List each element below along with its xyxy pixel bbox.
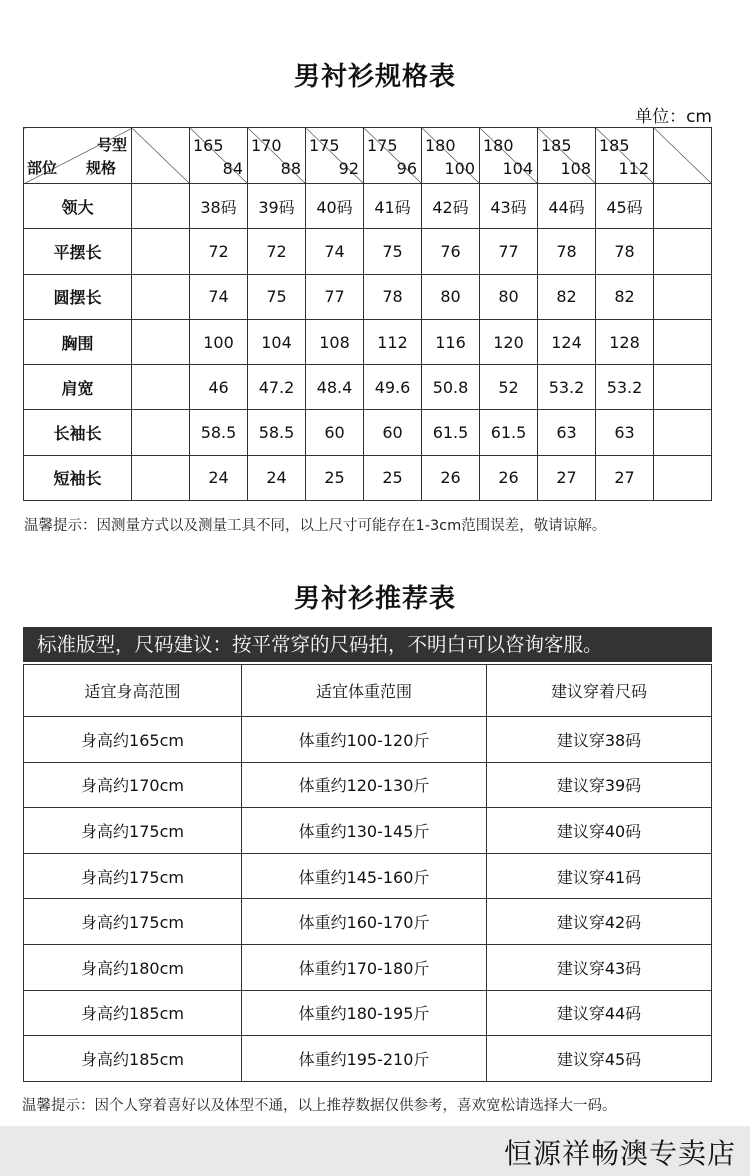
weight-cell: 体重约130-145斤 [242,808,487,854]
spec-value-cell: 49.6 [364,365,422,410]
recommend-body [24,717,712,1082]
recommend-row [24,762,712,808]
spec-value-cell: 26 [480,455,538,500]
recommend-header-row [24,665,712,717]
recommend-banner: 标准版型，尺码建议：按平常穿的尺码拍，不明白可以咨询客服。 [23,627,712,662]
recommend-row [24,944,712,990]
size-height: 180 [483,136,514,155]
height-cell: 身高约165cm [24,717,242,763]
size-chest: 108 [560,159,591,178]
spec-empty-cell [132,365,190,410]
size-chest: 96 [396,159,417,178]
height-cell: 身高约180cm [24,944,242,990]
corner-spec-label: 规格 [86,159,117,177]
height-cell: 身高约175cm [24,808,242,854]
spec-header-row [24,128,712,184]
header-height-range: 适宜身高范围 [24,665,242,717]
spec-value-cell: 60 [364,410,422,455]
spec-value-cell: 76 [422,229,480,274]
size-cell: 建议穿40码 [487,808,712,854]
spec-value-cell: 75 [248,274,306,319]
recommend-table [23,664,712,1082]
weight-cell: 体重约120-130斤 [242,762,487,808]
spec-value-cell: 128 [596,319,654,364]
height-cell: 身高约170cm [24,762,242,808]
recommend-row [24,899,712,945]
spec-part-label: 肩宽 [24,365,132,410]
size-cell: 建议穿43码 [487,944,712,990]
height-cell: 身高约175cm [24,899,242,945]
spec-value-cell: 100 [190,319,248,364]
spec-value-cell: 58.5 [248,410,306,455]
spec-row [24,184,712,229]
size-height: 165 [193,136,224,155]
size-header [538,128,596,184]
spec-value-cell: 78 [596,229,654,274]
spec-value-cell: 48.4 [306,365,364,410]
weight-cell: 体重约180-195斤 [242,990,487,1036]
spec-part-label: 长袖长 [24,410,132,455]
size-cell: 建议穿38码 [487,717,712,763]
size-chest: 100 [444,159,475,178]
spec-row [24,365,712,410]
footer-bar [0,1126,750,1176]
height-cell: 身高约185cm [24,990,242,1036]
weight-cell: 体重约100-120斤 [242,717,487,763]
spec-value-cell: 43码 [480,184,538,229]
spec-value-cell: 63 [538,410,596,455]
spec-value-cell: 61.5 [422,410,480,455]
unit-label: 单位：cm [635,107,712,127]
height-cell: 身高约185cm [24,1036,242,1082]
spec-empty-cell [132,184,190,229]
size-height: 180 [425,136,456,155]
spec-value-cell: 46 [190,365,248,410]
spec-empty-cell [132,455,190,500]
spec-table [23,127,712,501]
spec-empty-header [132,128,190,184]
spec-empty-cell [132,319,190,364]
size-header [480,128,538,184]
shop-name: 恒源祥畅澳专卖店 [503,1137,736,1170]
spec-value-cell: 50.8 [422,365,480,410]
weight-cell: 体重约170-180斤 [242,944,487,990]
recommend-row [24,717,712,763]
size-chest: 92 [338,159,359,178]
spec-value-cell: 38码 [190,184,248,229]
weight-cell: 体重约145-160斤 [242,853,487,899]
recommend-note: 温馨提示：因个人穿着喜好以及体型不通，以上推荐数据仅供参考，喜欢宽松请选择大一码。 [22,1098,617,1114]
spec-value-cell: 25 [306,455,364,500]
size-cell: 建议穿39码 [487,762,712,808]
spec-value-cell: 42码 [422,184,480,229]
size-cell: 建议穿42码 [487,899,712,945]
spec-value-cell: 77 [480,229,538,274]
spec-value-cell: 72 [190,229,248,274]
spec-empty-cell [654,365,712,410]
size-chest: 88 [280,159,301,178]
spec-empty-cell [132,410,190,455]
height-cell: 身高约175cm [24,853,242,899]
weight-cell: 体重约160-170斤 [242,899,487,945]
spec-empty-cell [654,184,712,229]
spec-value-cell: 77 [306,274,364,319]
spec-value-cell: 24 [190,455,248,500]
spec-value-cell: 27 [596,455,654,500]
spec-part-label: 平摆长 [24,229,132,274]
spec-table-title: 男衬衫规格表 [293,62,456,92]
spec-value-cell: 72 [248,229,306,274]
recommend-row [24,1036,712,1082]
spec-value-cell: 74 [190,274,248,319]
spec-part-label: 圆摆长 [24,274,132,319]
spec-row [24,229,712,274]
recommend-row [24,853,712,899]
spec-note: 温馨提示：因测量方式以及测量工具不同，以上尺寸可能存在1-3cm范围误差，敬请谅解。 [24,518,607,534]
spec-value-cell: 40码 [306,184,364,229]
header-suggested-size: 建议穿着尺码 [487,665,712,717]
size-height: 185 [541,136,572,155]
size-header [306,128,364,184]
spec-value-cell: 112 [364,319,422,364]
spec-part-label: 领大 [24,184,132,229]
recommend-row [24,990,712,1036]
spec-part-label: 短袖长 [24,455,132,500]
size-chest: 112 [618,159,649,178]
size-height: 185 [599,136,630,155]
spec-value-cell: 75 [364,229,422,274]
size-height: 175 [367,136,398,155]
spec-value-cell: 78 [538,229,596,274]
spec-empty-cell [654,274,712,319]
spec-value-cell: 53.2 [538,365,596,410]
spec-empty-cell [132,274,190,319]
header-weight-range: 适宜体重范围 [242,665,487,717]
corner-size-label: 号型 [96,136,127,154]
size-height: 175 [309,136,340,155]
spec-empty-cell [654,319,712,364]
size-header [190,128,248,184]
spec-empty-cell [654,455,712,500]
spec-value-cell: 45码 [596,184,654,229]
recommend-table-title: 男衬衫推荐表 [293,584,456,614]
spec-value-cell: 82 [596,274,654,319]
size-header [596,128,654,184]
size-cell: 建议穿45码 [487,1036,712,1082]
spec-body [24,184,712,501]
size-header [422,128,480,184]
size-header [364,128,422,184]
spec-row [24,319,712,364]
spec-value-cell: 80 [422,274,480,319]
spec-row [24,455,712,500]
spec-value-cell: 53.2 [596,365,654,410]
spec-value-cell: 27 [538,455,596,500]
spec-value-cell: 41码 [364,184,422,229]
spec-value-cell: 116 [422,319,480,364]
spec-value-cell: 26 [422,455,480,500]
spec-row [24,410,712,455]
size-header [248,128,306,184]
size-cell: 建议穿41码 [487,853,712,899]
spec-value-cell: 47.2 [248,365,306,410]
size-height: 170 [251,136,282,155]
spec-value-cell: 124 [538,319,596,364]
recommend-row [24,808,712,854]
spec-value-cell: 80 [480,274,538,319]
spec-value-cell: 78 [364,274,422,319]
spec-value-cell: 74 [306,229,364,274]
spec-empty-cell [132,229,190,274]
spec-row [24,274,712,319]
spec-value-cell: 58.5 [190,410,248,455]
spec-empty-cell [654,410,712,455]
spec-value-cell: 60 [306,410,364,455]
spec-value-cell: 61.5 [480,410,538,455]
spec-value-cell: 108 [306,319,364,364]
spec-value-cell: 24 [248,455,306,500]
spec-value-cell: 82 [538,274,596,319]
spec-value-cell: 52 [480,365,538,410]
spec-value-cell: 104 [248,319,306,364]
spec-value-cell: 44码 [538,184,596,229]
spec-value-cell: 63 [596,410,654,455]
spec-value-cell: 25 [364,455,422,500]
corner-part-label: 部位 [27,159,58,177]
spec-value-cell: 120 [480,319,538,364]
spec-empty-cell [654,229,712,274]
size-chest: 84 [222,159,243,178]
spec-corner-cell [24,128,132,184]
size-cell: 建议穿44码 [487,990,712,1036]
spec-value-cell: 39码 [248,184,306,229]
spec-empty-header [654,128,712,184]
weight-cell: 体重约195-210斤 [242,1036,487,1082]
size-chest: 104 [502,159,533,178]
spec-part-label: 胸围 [24,319,132,364]
